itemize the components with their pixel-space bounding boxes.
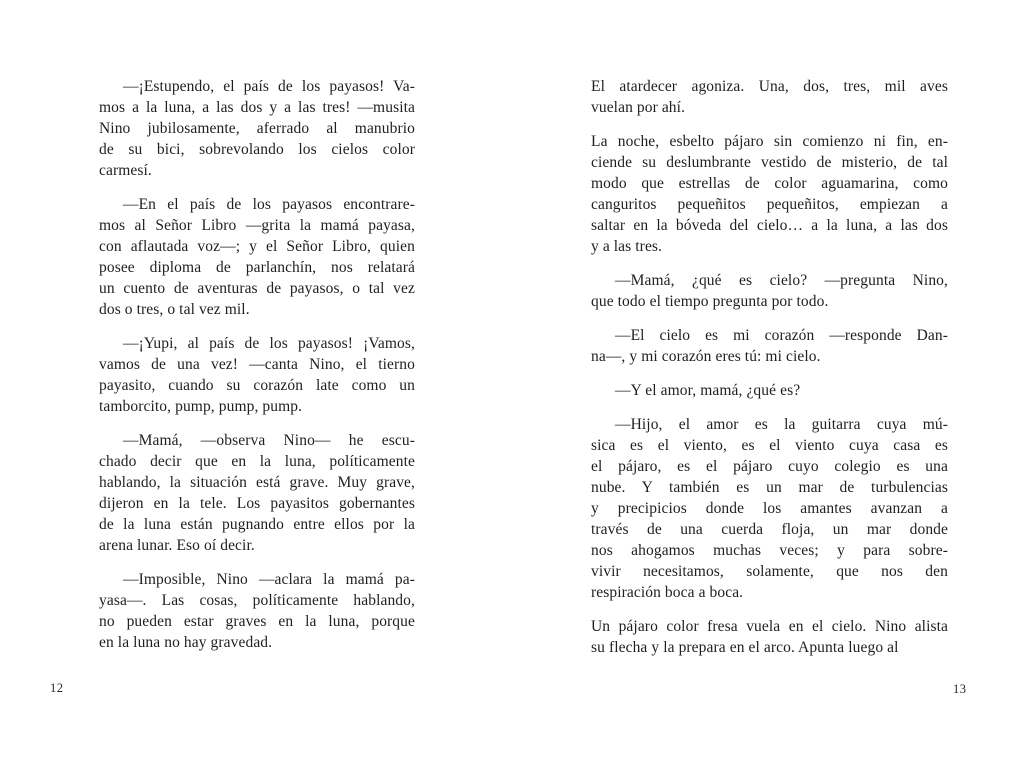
text-line: canguritos pequeñitos pequeñitos, empiezan a xyxy=(591,196,948,213)
text-line: El atardecer agoniza. Una, dos, tres, mil aves xyxy=(591,78,948,95)
text-line: carmesí. xyxy=(99,162,152,179)
right-page-text-column xyxy=(591,76,948,658)
text-line: posee diploma de parlanchín, nos relatará xyxy=(99,259,415,276)
text-line: nube. Y también es un mar de turbulencias xyxy=(591,479,948,496)
text-line: —¡Estupendo, el país de los payasos! Va- xyxy=(123,78,415,95)
page-number-right: 13 xyxy=(953,682,967,696)
text-line: vivir necesitamos, solamente, que nos den xyxy=(591,563,948,580)
paragraph xyxy=(591,270,948,312)
text-line: través de una cuerda floja, un mar donde xyxy=(591,521,948,538)
text-line: dijeron en la tele. Los payasitos gobernantes xyxy=(99,495,415,512)
text-line: payasito, cuando su corazón late como un xyxy=(99,377,415,394)
text-line: ciende su deslumbrante vestido de misterio, de tal xyxy=(591,154,948,171)
text-line: su flecha y la prepara en el arco. Apunta luego al xyxy=(591,639,899,656)
text-line: respiración boca a boca. xyxy=(591,584,744,601)
text-line: que todo el tiempo pregunta por todo. xyxy=(591,293,829,310)
text-line: sica es el viento, es el viento cuya casa es xyxy=(591,437,948,454)
text-line: y a las tres. xyxy=(591,238,663,255)
text-line: dos o tres, o tal vez mil. xyxy=(99,301,250,318)
page-number-left: 12 xyxy=(50,681,64,695)
text-line: mos al Señor Libro —grita la mamá payasa, xyxy=(99,217,415,234)
left-page-text-column xyxy=(99,76,415,653)
paragraph xyxy=(591,76,948,118)
paragraph xyxy=(99,194,415,320)
text-line: de su bici, sobrevolando los cielos color xyxy=(99,141,415,158)
text-line: —El cielo es mi corazón —responde Dan- xyxy=(615,327,948,344)
text-line: —Y el amor, mamá, ¿qué es? xyxy=(615,382,801,399)
text-line: arena lunar. Eso oí decir. xyxy=(99,537,255,554)
paragraph xyxy=(99,430,415,556)
text-line: de la luna están pugnando entre ellos por la xyxy=(99,516,415,533)
text-line: con aflautada voz—; y el Señor Libro, quien xyxy=(99,238,415,255)
text-line: —¡Yupi, al país de los payasos! ¡Vamos, xyxy=(123,335,415,352)
text-line: chado decir que en la luna, políticamente xyxy=(99,453,415,470)
paragraph xyxy=(99,333,415,417)
text-line: modo que estrellas de color aguamarina, como xyxy=(591,175,948,192)
paragraph xyxy=(591,325,948,367)
text-line: un cuento de aventuras de payasos, o tal vez xyxy=(99,280,415,297)
paragraph xyxy=(99,569,415,653)
text-line: na—, y mi corazón eres tú: mi cielo. xyxy=(591,348,821,365)
text-line: saltar en la bóveda del cielo… a la luna, a las dos xyxy=(591,217,948,234)
text-line: —Mamá, —observa Nino— he escu- xyxy=(123,432,415,449)
text-line: y precipicios donde los amantes avanzan a xyxy=(591,500,948,517)
text-line: en la luna no hay gravedad. xyxy=(99,634,273,651)
paragraph xyxy=(591,616,948,658)
text-line: el pájaro, es el pájaro cuyo colegio es una xyxy=(591,458,948,475)
text-line: La noche, esbelto pájaro sin comienzo ni fin, en- xyxy=(591,133,948,150)
paragraph xyxy=(591,131,948,257)
text-line: nos ahogamos muchas veces; y para sobre- xyxy=(591,542,948,559)
paragraph xyxy=(591,414,948,603)
paragraph xyxy=(591,380,948,401)
text-line: —Hijo, el amor es la guitarra cuya mú- xyxy=(615,416,948,433)
text-line: —En el país de los payasos encontrare- xyxy=(123,196,415,213)
text-line: Un pájaro color fresa vuela en el cielo. Nino alista xyxy=(591,618,948,635)
text-line: yasa—. Las cosas, políticamente hablando, xyxy=(99,592,415,609)
text-line: —Imposible, Nino —aclara la mamá pa- xyxy=(123,571,415,588)
text-line: hablando, la situación está grave. Muy grave, xyxy=(99,474,415,491)
text-line: vuelan por ahí. xyxy=(591,99,686,116)
text-line: tamborcito, pump, pump, pump. xyxy=(99,398,303,415)
text-line: vamos de una vez! —canta Nino, el tierno xyxy=(99,356,415,373)
text-line: —Mamá, ¿qué es cielo? —pregunta Nino, xyxy=(615,272,948,289)
text-line: no pueden estar graves en la luna, porque xyxy=(99,613,415,630)
text-line: mos a la luna, a las dos y a las tres! —musita xyxy=(99,99,415,116)
paragraph xyxy=(99,76,415,181)
text-line: Nino jubilosamente, aferrado al manubrio xyxy=(99,120,415,137)
